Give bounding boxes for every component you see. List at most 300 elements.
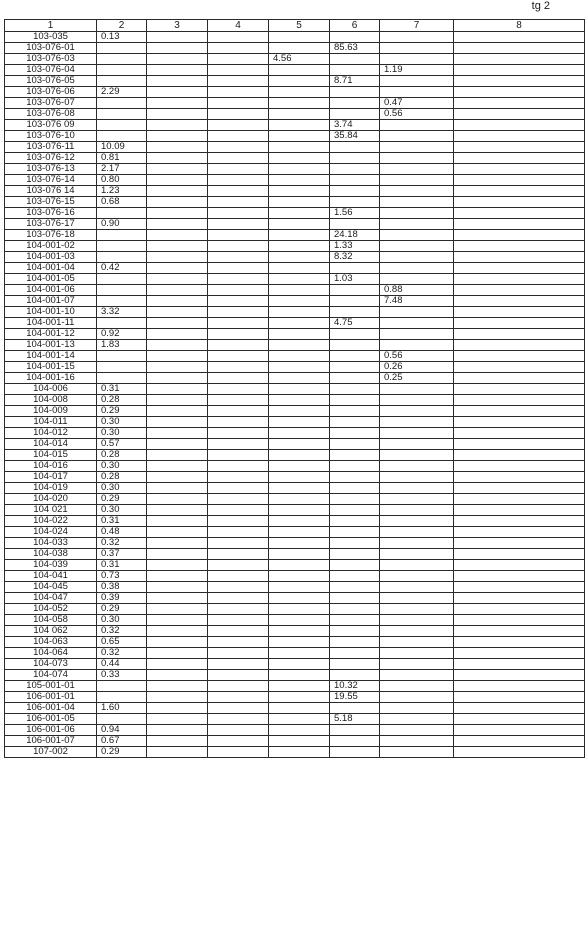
value-cell [454,527,585,538]
value-cell: 0.90 [97,219,147,230]
header-row [5,20,585,32]
value-cell [147,648,208,659]
value-cell [330,472,380,483]
value-cell [330,395,380,406]
value-cell [208,285,269,296]
value-cell [208,505,269,516]
value-cell: 0.30 [97,483,147,494]
value-cell [208,87,269,98]
value-cell [147,65,208,76]
value-cell: 0.13 [97,32,147,43]
value-cell [454,285,585,296]
row-id-cell: 104-015 [5,450,97,461]
value-cell [380,648,454,659]
value-cell: 0.42 [97,263,147,274]
table-row [5,604,585,615]
value-cell [330,373,380,384]
value-cell [454,241,585,252]
table-row [5,351,585,362]
row-id-cell: 103-076-01 [5,43,97,54]
value-cell [269,505,330,516]
value-cell: 0.67 [97,736,147,747]
value-cell [269,604,330,615]
value-cell [147,714,208,725]
value-cell [269,208,330,219]
value-cell [330,549,380,560]
value-cell [454,252,585,263]
value-cell [208,483,269,494]
value-cell [380,494,454,505]
value-cell: 0.80 [97,175,147,186]
value-cell [208,582,269,593]
value-cell [330,296,380,307]
value-cell [97,681,147,692]
row-id-cell: 104-017 [5,472,97,483]
value-cell [380,252,454,263]
value-cell [269,549,330,560]
value-cell [269,516,330,527]
table-row [5,131,585,142]
value-cell [454,351,585,362]
table-row [5,670,585,681]
value-cell [208,714,269,725]
row-id-cell: 104-001-12 [5,329,97,340]
value-cell [454,439,585,450]
row-id-cell: 104-039 [5,560,97,571]
value-cell [380,736,454,747]
value-cell [208,406,269,417]
value-cell [208,318,269,329]
value-cell [269,670,330,681]
value-cell [147,461,208,472]
value-cell [380,395,454,406]
value-cell [208,263,269,274]
value-cell [330,648,380,659]
value-cell: 0.88 [380,285,454,296]
value-cell [454,659,585,670]
value-cell [269,329,330,340]
value-cell [454,483,585,494]
value-cell [330,604,380,615]
value-cell [454,450,585,461]
value-cell [97,98,147,109]
value-cell [147,384,208,395]
value-cell [454,186,585,197]
value-cell [97,362,147,373]
value-cell [147,439,208,450]
value-cell [380,549,454,560]
value-cell [330,659,380,670]
value-cell [147,274,208,285]
value-cell [208,626,269,637]
value-cell [380,516,454,527]
value-cell: 0.32 [97,648,147,659]
row-id-cell: 103-076-15 [5,197,97,208]
value-cell [269,703,330,714]
value-cell [208,659,269,670]
value-cell [208,725,269,736]
value-cell [97,373,147,384]
table-row [5,428,585,439]
value-cell [454,307,585,318]
value-cell: 10.32 [330,681,380,692]
table-row [5,186,585,197]
value-cell [208,692,269,703]
value-cell [330,65,380,76]
value-cell [380,670,454,681]
table-row [5,142,585,153]
value-cell [454,120,585,131]
table-row [5,208,585,219]
value-cell: 0.28 [97,395,147,406]
value-cell [380,439,454,450]
value-cell [454,692,585,703]
value-cell [97,54,147,65]
row-id-cell: 104-009 [5,406,97,417]
row-id-cell: 104-041 [5,571,97,582]
value-cell [454,230,585,241]
value-cell [147,120,208,131]
value-cell [380,307,454,318]
value-cell [208,538,269,549]
value-cell [330,670,380,681]
value-cell [454,263,585,274]
value-cell [380,318,454,329]
row-id-cell: 104-011 [5,417,97,428]
value-cell [147,32,208,43]
value-cell [208,362,269,373]
value-cell [147,219,208,230]
table-row [5,109,585,120]
row-id-cell: 104-001-04 [5,263,97,274]
value-cell: 0.94 [97,725,147,736]
value-cell [208,516,269,527]
value-cell [380,472,454,483]
value-cell: 0.38 [97,582,147,593]
value-cell [208,494,269,505]
row-id-cell: 104-019 [5,483,97,494]
value-cell: 1.23 [97,186,147,197]
value-cell [208,681,269,692]
row-id-cell: 104 021 [5,505,97,516]
value-cell [269,340,330,351]
value-cell [269,648,330,659]
column-header: 7 [380,20,454,32]
value-cell [147,417,208,428]
value-cell [97,241,147,252]
value-cell [269,571,330,582]
value-cell [97,230,147,241]
value-cell [147,351,208,362]
row-id-cell: 104-001-15 [5,362,97,373]
row-id-cell: 106-001-06 [5,725,97,736]
row-id-cell: 104-045 [5,582,97,593]
value-cell: 0.31 [97,384,147,395]
row-id-cell: 103-076-17 [5,219,97,230]
value-cell [380,274,454,285]
row-id-cell: 104-047 [5,593,97,604]
value-cell [454,65,585,76]
value-cell [380,428,454,439]
value-cell [454,406,585,417]
value-cell: 0.39 [97,593,147,604]
value-cell [147,516,208,527]
value-cell [380,340,454,351]
value-cell [208,274,269,285]
value-cell [269,494,330,505]
value-cell [208,736,269,747]
value-cell [454,219,585,230]
value-cell: 10.09 [97,142,147,153]
column-header: 1 [5,20,97,32]
value-cell [380,582,454,593]
value-cell [147,670,208,681]
table-row [5,417,585,428]
value-cell [380,450,454,461]
value-cell [208,340,269,351]
value-cell: 3.32 [97,307,147,318]
value-cell [147,549,208,560]
value-cell [147,98,208,109]
value-cell [454,549,585,560]
value-cell [330,527,380,538]
value-cell [380,142,454,153]
value-cell [380,32,454,43]
value-cell [330,593,380,604]
value-cell [380,703,454,714]
value-cell: 0.26 [380,362,454,373]
value-cell [330,406,380,417]
value-cell [330,263,380,274]
value-cell [269,483,330,494]
table-row [5,505,585,516]
value-cell: 1.56 [330,208,380,219]
row-id-cell: 103-076-12 [5,153,97,164]
value-cell [208,43,269,54]
value-cell [330,725,380,736]
row-id-cell: 104-001-13 [5,340,97,351]
value-cell: 85.63 [330,43,380,54]
table-row [5,384,585,395]
value-cell [269,439,330,450]
table-row [5,197,585,208]
value-cell: 0.32 [97,626,147,637]
value-cell [208,329,269,340]
table-row [5,406,585,417]
value-cell [454,582,585,593]
value-cell [330,582,380,593]
value-cell: 0.30 [97,461,147,472]
value-cell [208,604,269,615]
row-id-cell: 104-001-03 [5,252,97,263]
row-id-cell: 104-074 [5,670,97,681]
value-cell: 0.57 [97,439,147,450]
value-cell [380,681,454,692]
value-cell: 0.31 [97,560,147,571]
value-cell [97,296,147,307]
value-cell [454,571,585,582]
value-cell: 0.73 [97,571,147,582]
value-cell [454,395,585,406]
value-cell [454,208,585,219]
row-id-cell: 104-038 [5,549,97,560]
value-cell [269,637,330,648]
value-cell [147,373,208,384]
value-cell [208,296,269,307]
value-cell [147,692,208,703]
value-cell [454,593,585,604]
row-id-cell: 104-024 [5,527,97,538]
value-cell [454,494,585,505]
value-cell [269,296,330,307]
value-cell: 0.30 [97,417,147,428]
value-cell [330,626,380,637]
value-cell [97,274,147,285]
table-row [5,461,585,472]
value-cell [269,450,330,461]
value-cell [147,318,208,329]
table-row [5,307,585,318]
value-cell [147,560,208,571]
value-cell [454,32,585,43]
row-id-cell: 103-076-05 [5,76,97,87]
row-id-cell: 105-001-01 [5,681,97,692]
value-cell [208,747,269,758]
value-cell [269,747,330,758]
value-cell [147,395,208,406]
value-cell [330,142,380,153]
row-id-cell: 104-016 [5,461,97,472]
value-cell: 24.18 [330,230,380,241]
value-cell [147,54,208,65]
value-cell [380,725,454,736]
value-cell [330,516,380,527]
value-cell [208,560,269,571]
table-row [5,538,585,549]
value-cell [147,593,208,604]
value-cell [454,736,585,747]
table-row [5,703,585,714]
row-id-cell: 103-076-11 [5,142,97,153]
row-id-cell: 103-035 [5,32,97,43]
value-cell [269,736,330,747]
value-cell [330,164,380,175]
value-cell [454,142,585,153]
value-cell [454,43,585,54]
value-cell [147,329,208,340]
value-cell [97,318,147,329]
value-cell [269,252,330,263]
value-cell [454,626,585,637]
value-cell [269,230,330,241]
table-row [5,120,585,131]
value-cell [208,571,269,582]
value-cell [330,32,380,43]
value-cell [208,241,269,252]
value-cell [269,659,330,670]
value-cell: 1.19 [380,65,454,76]
value-cell [269,692,330,703]
value-cell [269,307,330,318]
value-cell [269,362,330,373]
value-cell [147,681,208,692]
value-cell [330,329,380,340]
value-cell [208,527,269,538]
value-cell [147,43,208,54]
value-cell [269,76,330,87]
value-cell [454,175,585,186]
value-cell [380,164,454,175]
value-cell [147,87,208,98]
value-cell [208,164,269,175]
value-cell [380,505,454,516]
table-row [5,263,585,274]
table-row [5,450,585,461]
value-cell [147,736,208,747]
value-cell [147,571,208,582]
value-cell [147,208,208,219]
value-cell: 4.75 [330,318,380,329]
value-cell [208,131,269,142]
value-cell [269,131,330,142]
value-cell [269,263,330,274]
table-row [5,373,585,384]
value-cell [147,197,208,208]
value-cell [330,197,380,208]
column-header: 4 [208,20,269,32]
table-row [5,637,585,648]
value-cell [330,703,380,714]
row-id-cell: 103-076-06 [5,87,97,98]
value-cell [330,54,380,65]
table-row [5,164,585,175]
table-row [5,725,585,736]
value-cell [97,109,147,120]
value-cell [380,615,454,626]
value-cell [208,549,269,560]
column-header: 8 [454,20,585,32]
value-cell [208,186,269,197]
value-cell [208,252,269,263]
value-cell [269,351,330,362]
value-cell [380,560,454,571]
row-id-cell: 103-076-07 [5,98,97,109]
value-cell [380,241,454,252]
value-cell [269,98,330,109]
table-row [5,285,585,296]
value-cell [330,186,380,197]
value-cell [269,241,330,252]
value-cell [330,417,380,428]
value-cell [380,186,454,197]
value-cell: 0.68 [97,197,147,208]
value-cell [330,736,380,747]
value-cell [208,76,269,87]
value-cell [147,76,208,87]
value-cell [208,307,269,318]
value-cell: 0.30 [97,615,147,626]
value-cell [208,461,269,472]
row-id-cell: 107-002 [5,747,97,758]
value-cell [147,527,208,538]
value-cell [380,230,454,241]
row-id-cell: 106-001-05 [5,714,97,725]
value-cell [269,582,330,593]
value-cell [269,725,330,736]
row-id-cell: 104-064 [5,648,97,659]
row-id-cell: 103-076-13 [5,164,97,175]
value-cell [269,384,330,395]
